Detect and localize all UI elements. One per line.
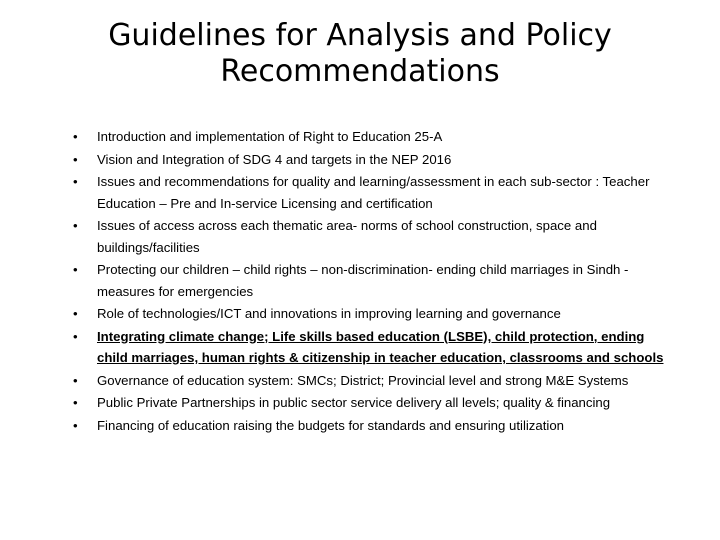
- bullet-marker-icon: •: [73, 306, 78, 321]
- bullet-item: [66, 149, 674, 171]
- bullet-text: Public Private Partnerships in public sector service delivery all levels; quality & financing: [97, 395, 611, 410]
- bullet-marker-icon: •: [73, 174, 78, 189]
- slide-body: [66, 126, 674, 437]
- bullet-marker-icon: •: [73, 262, 78, 277]
- bullet-marker-icon: •: [73, 372, 78, 388]
- bullet-item: [66, 126, 674, 148]
- bullet-text: Issues and recommendations for quality and learning/assessment in each sub-sector : Teacher Education – Pre and In-service Licensing and certification: [97, 174, 650, 211]
- bullet-item: [66, 259, 674, 302]
- bullet-item: [66, 215, 674, 258]
- bullet-marker-icon: •: [73, 417, 78, 433]
- bullet-item: [66, 303, 674, 325]
- bullet-text: Protecting our children – child rights – non-discrimination- ending child marriages in Sindh - measures for emergencies: [97, 262, 629, 299]
- bullet-text: Governance of education system: SMCs; District; Provincial level and strong M&E Systems: [97, 372, 629, 388]
- bullet-item: [66, 392, 674, 414]
- bullet-text: Vision and Integration of SDG 4 and targets in the NEP 2016: [97, 151, 452, 167]
- bullet-text: Role of technologies/ICT and innovations in improving learning and governance: [97, 306, 561, 321]
- bullet-marker-icon: •: [73, 328, 78, 344]
- bullet-marker-icon: •: [73, 218, 78, 233]
- bullet-marker-icon: •: [73, 151, 78, 167]
- bullet-item: [66, 171, 674, 214]
- bullet-marker-icon: •: [73, 395, 78, 410]
- bullet-item: [66, 370, 674, 392]
- bullet-text: Introduction and implementation of Right to Education 25-A: [97, 129, 443, 144]
- bullet-text: Issues of access across each thematic area- norms of school construction, space and buildings/facilities: [97, 218, 597, 255]
- page-title: Guidelines for Analysis and Policy Recommendations: [108, 18, 612, 89]
- bullet-item: [66, 326, 674, 369]
- bullet-text: Integrating climate change; Life skills based education (LSBE), child protection, ending child marriages, human rights & citizenship in teacher education, classrooms and schools: [97, 328, 664, 365]
- bullet-list: [66, 126, 674, 436]
- bullet-marker-icon: •: [73, 129, 78, 144]
- bullet-item: [66, 415, 674, 437]
- bullet-text: Financing of education raising the budgets for standards and ensuring utilization: [97, 417, 564, 433]
